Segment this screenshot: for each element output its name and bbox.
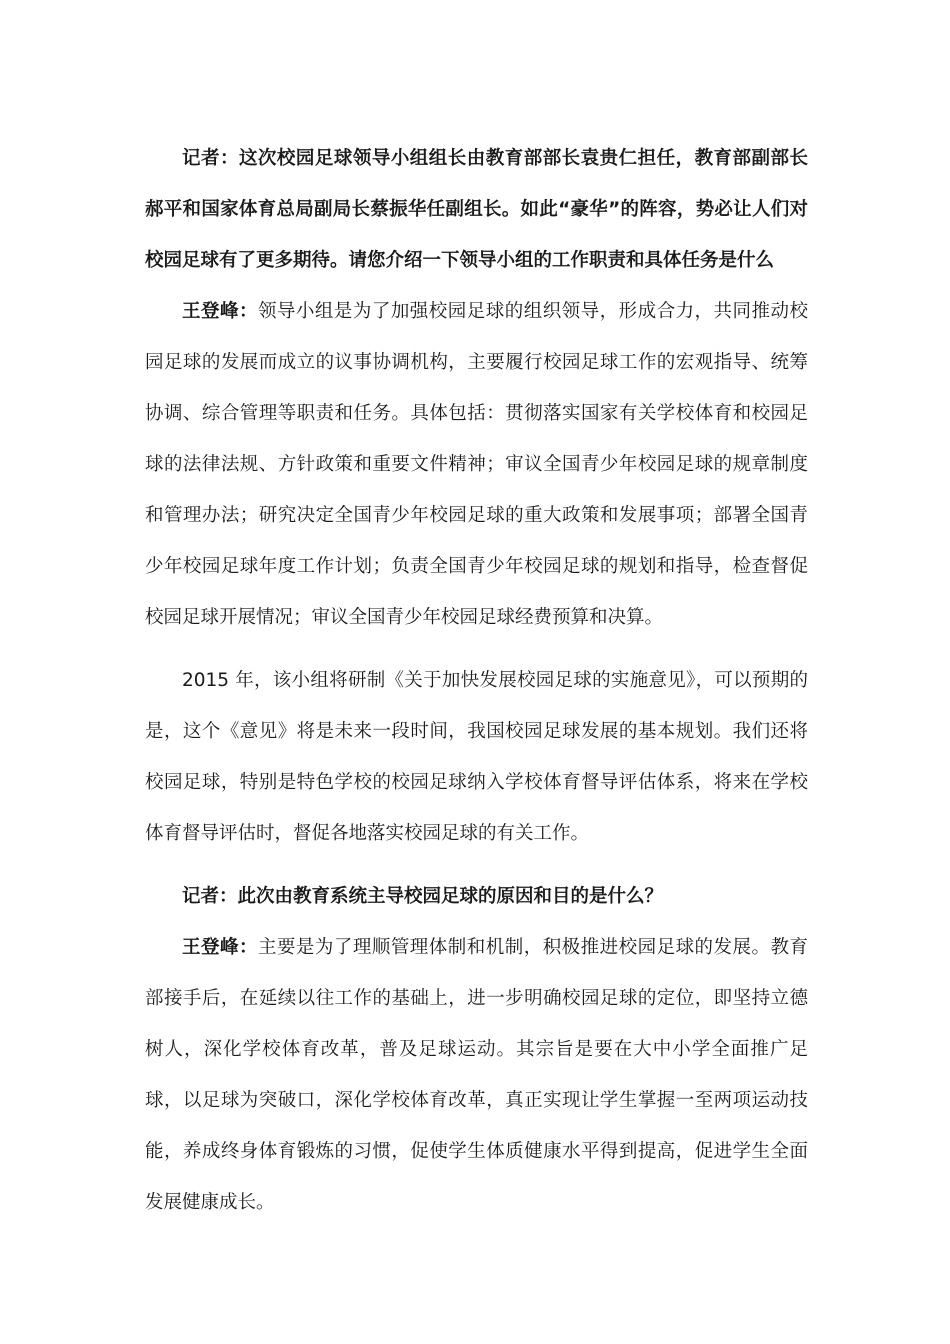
paragraph-gap: [145, 643, 808, 655]
answer-text: 主要是为了理顺管理体制和机制，积极推进校园足球的发展。教育部接手后，在延续以往工作的基础上，进一步明确校园足球的定位，即坚持立德树人，深化学校体育改革，普及足球运动。其宗旨是要在大中小学全面推广足球，以足球为突破口，深化学校体育改革，真正实现让学生掌握一至两项运动技能，养成终身体育锻炼的习惯，促使学生体质健康水平得到提高，促进学生全面发展健康成长。: [145, 937, 808, 1213]
interview-question: 记者：这次校园足球领导小组组长由教育部部长袁贵仁担任，教育部副部长郝平和国家体育总局副局长蔡振华任副组长。如此“豪华”的阵容，势必让人们对校园足球有了更多期待。请您介绍一下领导小组的工作职责和具体任务是什么: [145, 148, 808, 271]
body-paragraph: 2015 年，该小组将研制《关于加快发展校园足球的实施意见》，可以预期的是，这个《意见》将是未来一段时间，我国校园足球发展的基本规划。我们还将校园足球，特别是特色学校的校园足球纳入学校体育督导评估体系，将来在学校体育督导评估时，督促各地落实校园足球的有关工作。: [145, 670, 808, 844]
interview-answer: [145, 286, 808, 643]
paragraph-gap: [145, 859, 808, 871]
speaker-label: 王登峰：: [182, 937, 258, 958]
speaker-label: 王登峰：: [182, 301, 258, 322]
interview-answer: [145, 922, 808, 1228]
interview-question: 记者：此次由教育系统主导校园足球的原因和目的是什么？: [182, 886, 664, 907]
document-body: [145, 133, 808, 1228]
answer-text: 领导小组是为了加强校园足球的组织领导，形成合力，共同推动校园足球的发展而成立的议事协调机构，主要履行校园足球工作的宏观指导、统筹协调、综合管理等职责和任务。具体包括：贯彻落实国家有关学校体育和校园足球的法律法规、方针政策和重要文件精神；审议全国青少年校园足球的规章制度和管理办法；研究决定全国青少年校园足球的重大政策和发展事项；部署全国青少年校园足球年度工作计划；负责全国青少年校园足球的规划和指导，检查督促校园足球开展情况；审议全国青少年校园足球经费预算和决算。: [145, 301, 808, 628]
